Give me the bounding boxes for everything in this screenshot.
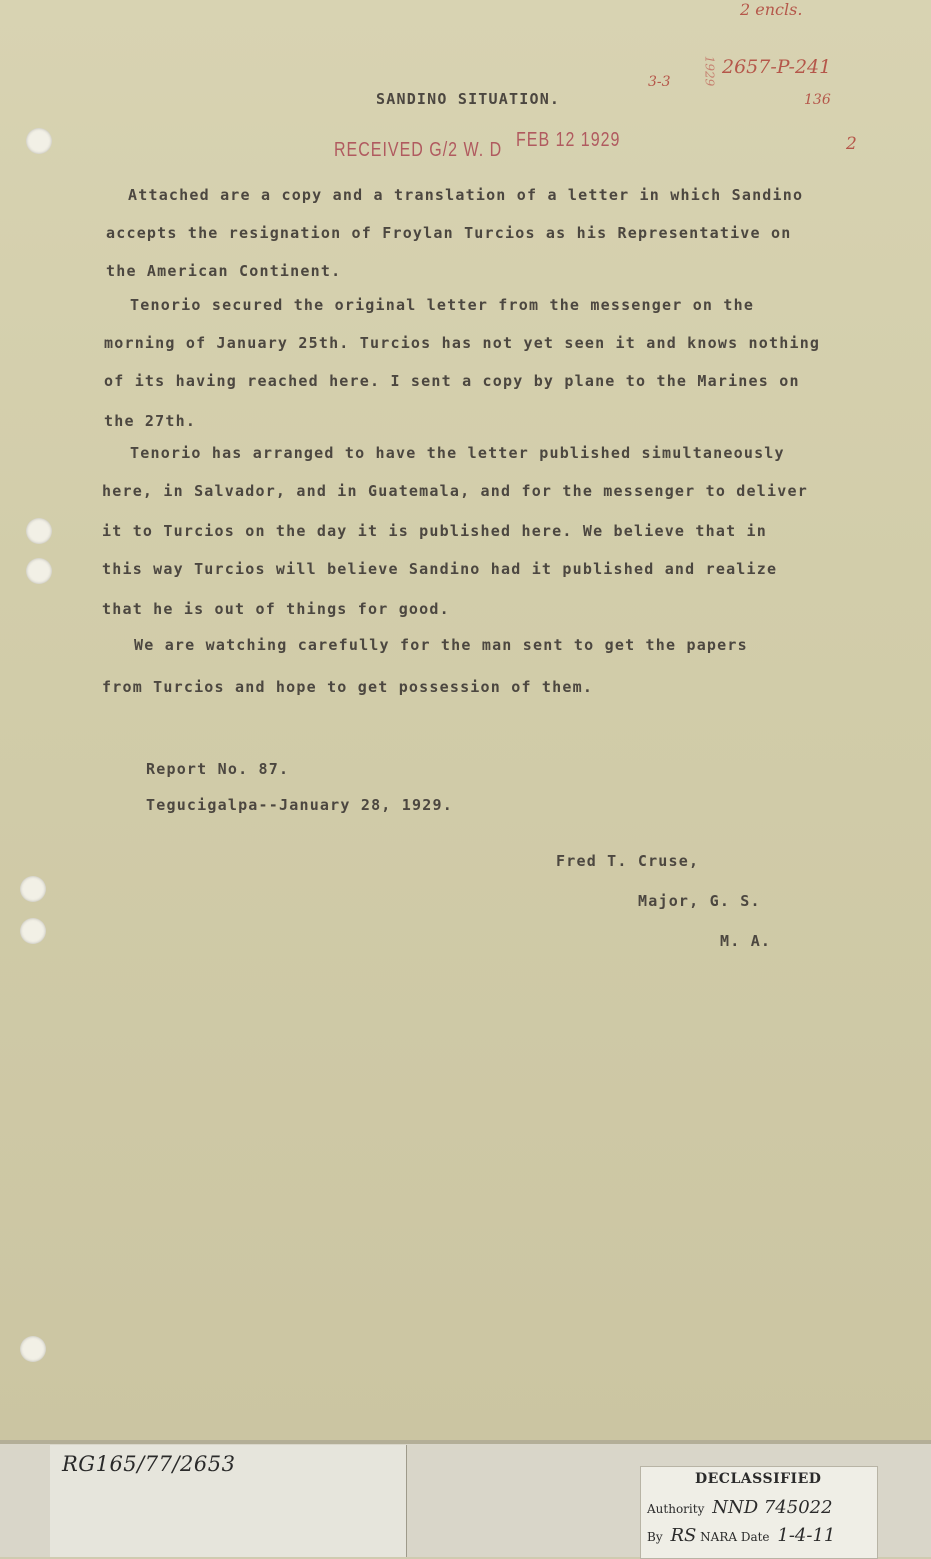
body-line: here, in Salvador, and in Guatemala, and for the messenger to deliver [102, 482, 808, 500]
body-line: of its having reached here. I sent a copy by plane to the Marines on [104, 372, 800, 390]
enclosure-note: 2 encls. [740, 0, 803, 19]
body-line: accepts the resignation of Froylan Turcios as his Representative on [106, 224, 792, 242]
body-line: We are watching carefully for the man sent to get the papers [134, 636, 748, 654]
file-number: 2657-P-241 [722, 56, 832, 78]
corner-mark: 2 [846, 134, 857, 154]
body-line: Attached are a copy and a translation of a letter in which Sandino [128, 186, 804, 204]
authority-value: NND 745022 [712, 1497, 833, 1518]
by-value: RS [670, 1525, 697, 1546]
page-number: 136 [804, 92, 831, 108]
date-stamp: FEB 12 1929 [516, 129, 621, 151]
by-row [647, 1525, 835, 1546]
punch-hole [26, 518, 52, 544]
file-year: 1929 [702, 55, 717, 87]
file-prefix: 3-3 [648, 74, 671, 90]
report-place-date: Tegucigalpa--January 28, 1929. [146, 796, 453, 814]
authority-row [647, 1497, 833, 1518]
body-line: Tenorio has arranged to have the letter published simultaneously [130, 444, 785, 462]
body-line: this way Turcios will believe Sandino had it published and realize [102, 560, 778, 578]
strip-divider [0, 1440, 931, 1444]
document-title: SANDINO SITUATION. [376, 90, 561, 108]
signature-rank: Major, G. S. [638, 892, 761, 910]
nara-date-label: NARA Date [700, 1530, 770, 1544]
body-line: the 27th. [104, 412, 197, 430]
body-line: from Turcios and hope to get possession of them. [102, 678, 594, 696]
body-line: Tenorio secured the original letter from the messenger on the [130, 296, 755, 314]
by-label: By [647, 1530, 663, 1544]
signature-name: Fred T. Cruse, [556, 852, 700, 870]
received-stamp: RECEIVED G/2 W. D [334, 139, 503, 161]
punch-hole [20, 876, 46, 902]
signature-title: M. A. [720, 932, 772, 950]
punch-hole [26, 558, 52, 584]
record-group-label: RG165/77/2653 [62, 1452, 236, 1476]
declassified-title: DECLASSIFIED [695, 1471, 822, 1487]
body-line: morning of January 25th. Turcios has not yet seen it and knows nothing [104, 334, 821, 352]
body-line: the American Continent. [106, 262, 342, 280]
report-number: Report No. 87. [146, 760, 290, 778]
nara-date-value: 1-4-11 [777, 1525, 836, 1546]
declassified-stamp [640, 1466, 878, 1559]
authority-label: Authority [647, 1502, 705, 1516]
body-line: that he is out of things for good. [102, 600, 450, 618]
punch-hole [26, 128, 52, 154]
body-line: it to Turcios on the day it is published here. We believe that in [102, 522, 767, 540]
punch-hole [20, 1336, 46, 1362]
punch-hole [20, 918, 46, 944]
